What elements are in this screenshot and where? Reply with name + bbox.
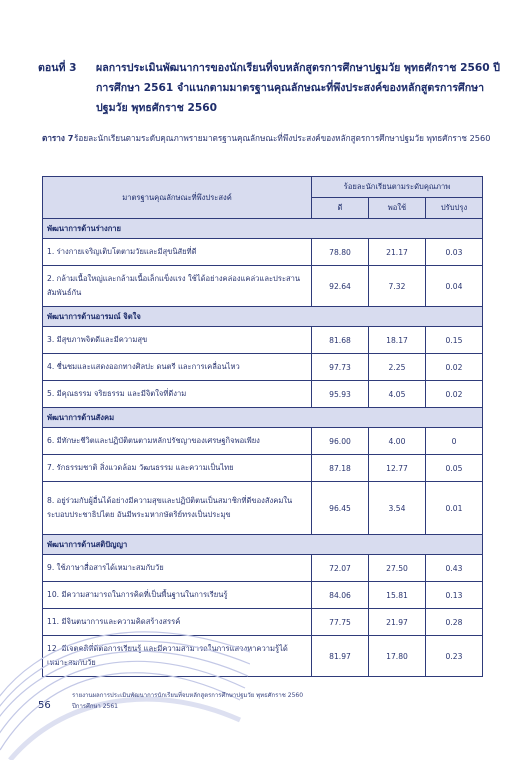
value-improve: 0 <box>426 428 483 455</box>
section-title: ผลการประเมินพัฒนาการของนักเรียนที่จบหลักสูตรการศึกษาปฐมวัย พุทธศักราช 2560 ปีการศึกษา 2561 จำแนกตามมาตรฐานคุณลักษณะที่พึงประสงค์ของหลักสูตรการศึกษาปฐมวัย พุทธศักราช 2560 <box>96 62 501 114</box>
value-good: 78.80 <box>312 239 369 266</box>
table-row <box>43 354 483 381</box>
category-row <box>43 535 483 555</box>
value-improve: 0.05 <box>426 455 483 482</box>
category-row <box>43 408 483 428</box>
value-good: 87.18 <box>312 455 369 482</box>
table-row <box>43 482 483 535</box>
standard-label: 7. รักธรรมชาติ สิ่งแวดล้อม วัฒนธรรม และความเป็นไทย <box>43 455 312 482</box>
value-fair: 3.54 <box>369 482 426 535</box>
standard-label: 6. มีทักษะชีวิตและปฏิบัติตนตามหลักปรัชญาของเศรษฐกิจพอเพียง <box>43 428 312 455</box>
standard-label: 3. มีสุขภาพจิตดีและมีความสุข <box>43 327 312 354</box>
standard-label: 5. มีคุณธรรม จริยธรรม และมีจิตใจที่ดีงาม <box>43 381 312 408</box>
header-level-improve: ปรับปรุง <box>426 198 483 219</box>
table-row <box>43 239 483 266</box>
category-label: พัฒนาการด้านสังคม <box>43 408 483 428</box>
standard-label: 10. มีความสามารถในการคิดที่เป็นพื้นฐานในการเรียนรู้ <box>43 582 312 609</box>
footer-line-2: ปีการศึกษา 2561 <box>72 703 118 710</box>
value-fair: 21.17 <box>369 239 426 266</box>
value-good: 97.73 <box>312 354 369 381</box>
header-standard: มาตรฐานคุณลักษณะที่พึงประสงค์ <box>43 177 312 219</box>
value-fair: 15.81 <box>369 582 426 609</box>
value-fair: 2.25 <box>369 354 426 381</box>
footer-line-1: รายงานผลการประเมินพัฒนาการนักเรียนที่จบหลักสูตรการศึกษาปฐมวัย พุทธศักราช 2560 <box>72 692 304 699</box>
value-improve: 0.15 <box>426 327 483 354</box>
value-fair: 27.50 <box>369 555 426 582</box>
value-fair: 18.17 <box>369 327 426 354</box>
table-row <box>43 428 483 455</box>
value-good: 72.07 <box>312 555 369 582</box>
value-improve: 0.13 <box>426 582 483 609</box>
value-fair: 4.00 <box>369 428 426 455</box>
value-improve: 0.02 <box>426 381 483 408</box>
value-improve: 0.43 <box>426 555 483 582</box>
value-fair: 21.97 <box>369 609 426 636</box>
value-improve: 0.02 <box>426 354 483 381</box>
footer-text <box>72 690 372 712</box>
standard-label: 8. อยู่ร่วมกับผู้อื่นได้อย่างมีความสุขและปฏิบัติตนเป็นสมาชิกที่ดีของสังคมในระบอบประชาธิปไตย อันมีพระมหากษัตริย์ทรงเป็นประมุข <box>43 482 312 535</box>
standard-label: 2. กล้ามเนื้อใหญ่และกล้ามเนื้อเล็กแข็งแรง ใช้ได้อย่างคล่องแคล่วและประสานสัมพันธ์กัน <box>43 266 312 307</box>
value-fair: 7.32 <box>369 266 426 307</box>
value-improve: 0.01 <box>426 482 483 535</box>
header-level-good: ดี <box>312 198 369 219</box>
table-row <box>43 455 483 482</box>
value-good: 81.68 <box>312 327 369 354</box>
category-label: พัฒนาการด้านอารมณ์ จิตใจ <box>43 307 483 327</box>
table-row <box>43 266 483 307</box>
caption-label: ตาราง 7 <box>42 133 74 143</box>
value-good: 92.64 <box>312 266 369 307</box>
category-label: พัฒนาการด้านร่างกาย <box>43 219 483 239</box>
table-caption <box>42 130 512 146</box>
value-good: 96.45 <box>312 482 369 535</box>
page-number: 56 <box>38 700 51 711</box>
standard-label: 11. มีจินตนาการและความคิดสร้างสรรค์ <box>43 609 312 636</box>
header-level-fair: พอใช้ <box>369 198 426 219</box>
table-row <box>43 327 483 354</box>
section-number: ตอนที่ 3 <box>38 62 77 74</box>
value-improve: 0.04 <box>426 266 483 307</box>
standard-label: 4. ชื่นชมและแสดงออกทางศิลปะ ดนตรี และการเคลื่อนไหว <box>43 354 312 381</box>
value-good: 96.00 <box>312 428 369 455</box>
standard-label: 9. ใช้ภาษาสื่อสารได้เหมาะสมกับวัย <box>43 555 312 582</box>
value-good: 81.97 <box>312 636 369 677</box>
header-level-group: ร้อยละนักเรียนตามระดับคุณภาพ <box>312 177 483 198</box>
value-fair: 12.77 <box>369 455 426 482</box>
category-label: พัฒนาการด้านสติปัญญา <box>43 535 483 555</box>
decorative-swirl-graphic <box>0 560 250 760</box>
standard-label: 1. ร่างกายเจริญเติบโตตามวัยและมีสุขนิสัยที่ดี <box>43 239 312 266</box>
value-good: 95.93 <box>312 381 369 408</box>
value-fair: 4.05 <box>369 381 426 408</box>
value-fair: 17.80 <box>369 636 426 677</box>
category-row <box>43 307 483 327</box>
value-improve: 0.03 <box>426 239 483 266</box>
standard-label: 12. มีเจตคติที่ดีต่อการเรียนรู้ และมีความสามารถในการแสวงหาความรู้ได้เหมาะสมกับวัย <box>43 636 312 677</box>
value-improve: 0.23 <box>426 636 483 677</box>
value-improve: 0.28 <box>426 609 483 636</box>
category-row <box>43 219 483 239</box>
caption-text: ร้อยละนักเรียนตามระดับคุณภาพรายมาตรฐานคุณลักษณะที่พึงประสงค์ของหลักสูตรการศึกษาปฐมวัย พุทธศักราช 2560 <box>74 133 491 143</box>
table-row <box>43 381 483 408</box>
value-good: 84.06 <box>312 582 369 609</box>
value-good: 77.75 <box>312 609 369 636</box>
section-heading <box>38 58 508 118</box>
